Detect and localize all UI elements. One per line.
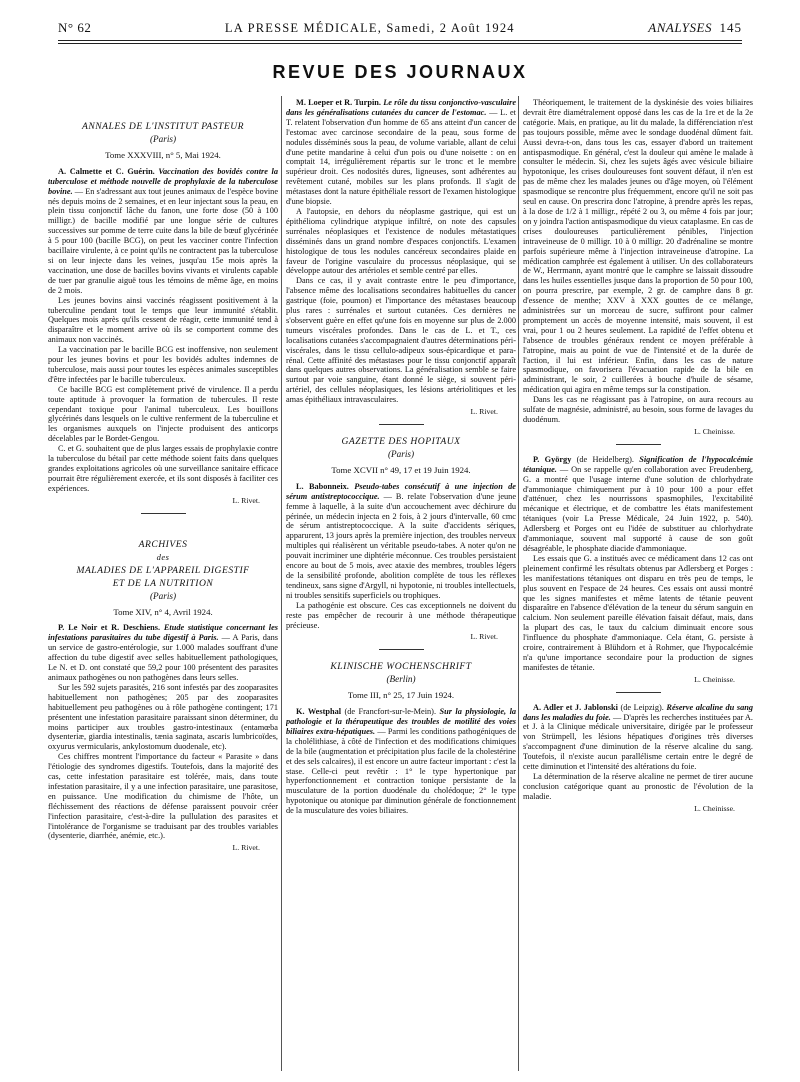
- journal-name: ANNALES DE L'INSTITUT PASTEUR: [82, 121, 244, 132]
- abstract-text: — En s'adressant aux tout jeunes animaux de l'espèce bovine nés depuis moins de 2 semaines, et en leur injectant sous la peau, en plein tissu conjonctif lâche du fanon, une forte dose (50 à 100 milligr.) de bacille modifié par une longue série de cultures successives sur pomme de terre cuite dans la bile de bœuf glycérinée à 5 pour 100 (bacille BCG), on peut les vacciner contre l'infection bacillaire virulente, à ce point qu'ils ne contractent pas la tuberculose si on leur injecte dans les veines, jusqu'au 15e mois après la vaccination, une dose de bacilles bovins vivants et virulents capable de tuer par granulie aiguë tous les témoins de même âge, en moins de 2 mois.: [48, 186, 278, 295]
- section-page: [648, 20, 742, 36]
- journal-issue: Tome XIV, n° 4, Avril 1924.: [113, 606, 213, 617]
- separator: [616, 444, 661, 445]
- abstract-paragraph: Les jeunes bovins ainsi vaccinés réagissent positivement à la tuberculine pendant tout le temps que leur immunité s'établit. Quelques mois après qu'ils cessent de réagir, cette immunité tend à disparaître et le moment arrive où ils se comportent comme des animaux non vaccinés.: [48, 295, 278, 345]
- journal-name: GAZETTE DES HOPITAUX: [341, 436, 461, 447]
- reviewer-signature: L. Cheinisse.: [694, 803, 735, 813]
- abstract-authors: L. Babonneix.: [296, 481, 349, 491]
- abstract-title: Signification de l'hypocalcémie tétanique.: [523, 454, 753, 474]
- abstract-paragraph: Sur les 592 sujets parasités, 216 sont infestés par des zooparasites habituellement non pathogènes; 205 par des zooparasites habituellement peu pathogènes ou à rôle pathogène contingent; 171 présentent une infestation parasitaire paraissant sinon déterminer, du moins participer aux troubles gastro-intestinaux (entamœba dysenteriæ, giardia intestinalis, tænia saginata, ascaris lumbricoïdes, oxyurus vermicularis, ankylostomum duodenale, etc).: [48, 682, 278, 752]
- reviewer-signature: L. Rivet.: [232, 843, 260, 853]
- abstract-authors: A. Calmette et C. Guérin.: [58, 166, 155, 176]
- column-middle: [286, 98, 516, 1078]
- reviewer-signature: L. Cheinisse.: [694, 426, 735, 436]
- abstract-affiliation: (de Francfort-sur-le-Mein).: [344, 707, 437, 717]
- abstract-paragraph: Ce bacille BCG est complètement privé de virulence. Il a perdu toute aptitude à provoquer la formation de tubercules. Il reste cependant toxique pour l'animal tuberculeux. Les bouillons glycérinés dans lesquels on le cultive renferment de la tuberculine et les organismes auxquels on l'injecte produisent des anticorps décelables par le Bordet-Gengou.: [48, 384, 278, 444]
- abstract-text: — D'après les recherches instituées par A. et J. à la Clinique médicale universitaire, dirigée par le professeur von Strümpell, les lésions hépatiques d'origines très diverses s'accompagnent d'une diminution de la réserve alcaline du sang. Toutefois, il n'existe aucun parallélisme certain entre le degré de cette diminution et l'intensité des altérations du foie.: [523, 712, 753, 772]
- abstract-text: — A Paris, dans un service de gastro-entérologie, sur 1.000 malades souffrant d'une affection du tube digestif avec selles habituellement pathologiques, Le N. et D. ont constaté que 59,2 pour 100 présentent des parasites animaux pathogènes ou non pathogènes dans leurs selles.: [48, 633, 278, 682]
- column-right: [523, 98, 753, 1078]
- abstract: [48, 167, 278, 296]
- column-left: [48, 98, 278, 1078]
- abstract-title: Pseudo-tabes consécutif à une injection de sérum antistreptococcique.: [286, 481, 516, 501]
- page-header: [58, 20, 742, 36]
- abstract-paragraph: C. et G. souhaitent que de plus larges essais de prophylaxie contre la tuberculose du bétail par cette méthode soient faits dans quelques grandes exploitations agricoles où une surveillance sanitaire efficace pourrait être régulièrement exercée, et ils sont disposés à faciliter ces expériences.: [48, 444, 278, 493]
- journal-issue: Tome XXXVIII, n° 5, Mai 1924.: [105, 149, 221, 160]
- abstract-text: — On se rappelle qu'en collaboration avec Freudenberg, G. a montré que l'usage interne d'une solution de chlorhydrate d'ammoniaque chimiquement pur à 10 pour 100 a pour effet d'atténuer, chez les nourrissons spasmophiles, l'excitabilité mécanique et électrique, et de combattre les états manifestement tétaniques (voir La Presse Médicale, 24 Juin 1922, p. 540). Adlersberg et Porges ont eu l'idée de substituer au chlorhydrate d'ammoniaque, souvent mal supporté à cause de son goût désagréable, le phosphate diacide d'ammoniaque.: [523, 464, 753, 553]
- reviewer-signature: L. Rivet.: [232, 495, 260, 505]
- journal-location: (Paris): [149, 590, 177, 601]
- abstract: [523, 455, 753, 554]
- section-label: ANALYSES: [648, 20, 712, 35]
- abstract-paragraph: La détermination de la réserve alcaline ne permet de tirer aucune conclusion catégorique quant au pronostic de l'évolution de la maladie.: [523, 772, 753, 801]
- section-title: REVUE DES JOURNAUX: [272, 62, 528, 82]
- publication-line: LA PRESSE MÉDICALE, Samedi, 2 Août 1924: [224, 21, 515, 35]
- separator: [379, 649, 424, 650]
- abstract-affiliation: (de Heidelberg).: [576, 454, 634, 464]
- abstract-paragraph: Les essais que G. a institués avec ce médicament dans 12 cas ont pleinement confirmé les résultats obtenus par Adlersberg et Porges : les manifestations tétaniques ont disparu en très peu de temps, le plus souvent en l'espace de 24 heures. Ces essais ont aussi montré que les signes manifestes et même latents de tétanie peuvent disparaître en l'absence d'élévation de la teneur du sérum sanguin en calcium. Non seulement pareille élévation faisait défaut, mais, dans la plupart des cas, le taux du calcium diminuait encore sous l'influence du phosphate d'ammoniaque. Cela étant, G. persiste à croire, contrairement à Blühdorn et à Rohmer, que l'hypocalcémie n'a qu'une importance secondaire pour la production de signes manifestes de tétanie.: [523, 553, 753, 672]
- abstract-text: — B. relate l'observation d'une jeune femme à laquelle, à la suite d'un accouchement avec déchirure du périnée, un médecin injecta en 2 fois, à 2 jours d'intervalle, 60 cmc de sérum antistreptococcique. A la suite d'accidents sériques, apparurent, 13 jours après la première injection, des troubles nerveux multiples qui réalisèrent un véritable pseudo-tabes. A noter qu'on ne pouvait incriminer une diphtérie méconnue. Ces troubles persistaient encore au bout de 5 mois, avec ataxie des membres, troubles légers de la sensibilité profonde, abolition complète de tous les réflexes tendineux, sans signe d'Argyll, ni hypotonie, ni troubles intellectuels, ni troubles sensitifs superficiels ou trophiques.: [286, 491, 516, 600]
- abstract-title: Etude statistique concernant les infestations parasitaires du tube digestif à Paris.: [48, 623, 278, 643]
- abstract-text: — Parmi les conditions pathogéniques de la cholélithiase, à côté de l'infection et des modifications chimiques de la bile (augmentation et précipitation plus facile de la cholestérine et des sels calcaires), il est encore un autre facteur important : c'est la stase. Celle-ci peut revêtir : 1° le type hypertonique par hyperfonctionnement et contraction tonique persistante de la musculature de la portion duodénale du cholédoque; 2° le type hypotonique ou atonique par diminution générale de fonctionnement de la musculature des voies biliaires.: [286, 726, 516, 816]
- abstract-paragraph: Théoriquement, le traitement de la dyskinésie des voies biliaires devrait être diamétralement opposé dans les cas de la 1re et de la 2e catégorie. Mais, en pratique, au lit du malade, la différenciation n'est pas toujours possible, même avec le sondage duodénal dûment fait. Aussi devra-t-on, dans tous les cas, essayer d'abord un traitement antispasmodique. En général, c'est la douleur qui amène le malade à consulter le médecin. Si, chez les sujets âgés avec vésicule biliaire hypotonique, les crises douloureuses font souvent défaut, il n'en est pas de même chez les malades jeunes ou d'âge moyen, où l'élément spasmodique se rencontre plus fréquemment, encore qu'il ne soit pas seul en cause. On prescrira donc l'atropine, à prendre après les repas, à la dose de 1/2 à 1 milligr., répété 2 ou 3, ou même 4 fois par jour; on y joindra l'action antispasmodique du vieux cataplasme. En cas de crises douloureuses particulièrement pénibles, l'injection intraveineuse de 0 milligr. 10 à 0 milligr. 20 d'adrénaline se montre parfois supérieure même à l'injection intraveineuse d'atropine. La médication camphrée est également à utiliser. Un des collaborateurs de W., Herrmann, ayant montré que le camphre se laissait dissoudre dans les huiles essentielles jusque dans la proportion de 50 pour 100, on pourra prescrire, par exemple, 2 gr. de camphre dans 8 gr. d'essence de menthe; XXV à XXX gouttes de ce mélange, administrées sur un morceau de sucre, suffiront pour calmer promptement un accès de moyenne intensité, mais souvent, il est vrai, pour 1 ou 2 heures seulement. La rapidité de l'effet obtenu et l'absence de troubles généraux rendent ce moyen préférable à l'atropine, mais au point de vue de l'intensité et de la durée de l'action, il lui est inférieur. Enfin, dans les cas de nature spasmodique, on favorisera l'évacuation rapide de la bile en administrant, le soir, 2 cuillerées à bouche d'huile de sésame, médication qui agira en même temps sur la constipation.: [523, 98, 753, 395]
- abstract-authors: A. Adler et J. Jablonski: [533, 702, 618, 712]
- separator: [379, 424, 424, 425]
- abstract-paragraph: Dans ce cas, il y avait contraste entre le peu d'importance, l'absence même des localisations secondaires habituelles du cancer gastrique (foie, poumon) et l'importance des métastases beaucoup plus rares : surrénales et surtout cutanées. Ces dernières ne s'observent guère en effet qu'une fois en moyenne sur plus de 2.000 tumeurs viscérales profondes. Dans le cas de L. et T., ces localisations cutanées s'accompagnaient d'autres déterminations péri-viscérales, dans le tissu cellulo-adipeux sous-épicardique et para-rénal. Cette affinité des métastases pour le tissu conjonctif apparaît dans quelques autres observations. La généralisation semble se faire surtout par voie sanguine, étant donné le siège, si souvent péri-artériel, des cellules néoplasiques, les lésions artériolitiques et les amas épithéliaux intravasculaires.: [286, 276, 516, 405]
- journal-name: des: [156, 551, 170, 562]
- abstract-authors: M. Loeper et R. Turpin.: [296, 98, 381, 107]
- abstract-authors: K. Westphal: [296, 707, 342, 717]
- header-rule-thin: [58, 43, 742, 44]
- column-divider: [518, 96, 519, 1071]
- page-number: 145: [719, 20, 742, 35]
- abstract: [286, 707, 516, 816]
- separator: [616, 692, 661, 693]
- column-divider: [281, 96, 282, 1071]
- abstract-authors: P. Le Noir et R. Deschiens.: [58, 623, 161, 633]
- abstract-text: — L. et T. relatent l'observation d'un homme de 65 ans atteint d'un cancer de l'estomac avec carcinose secondaire de la peau, sous forme de nodules disséminés sous la peau, de volume variable, allant de celui d'une petite mandarine à celui d'un pois ou d'une noisette : on en comptait 14, irrégulièrement répartis sur le tronc et le membre supérieur droit. Ces nodosités dures, ligneuses, sont adhérentes au revêtement cutané, mobiles sur les plans profonds. Il s'agit de métastases dont la nature épithéliale ressort de l'examen histologique d'une biopsie.: [286, 107, 516, 207]
- abstract: [48, 623, 278, 682]
- abstract-paragraph: La vaccination par le bacille BCG est inoffensive, non seulement pour les jeunes bovins et pour les bovidés adultes indemnes de tuberculose, mais aussi pour toutes les espèces animales susceptibles d'être infectées par le bacille tuberculeux.: [48, 345, 278, 384]
- abstract-paragraph: La pathogénie est obscure. Ces cas exceptionnels ne doivent du reste pas empêcher de recourir à une méthode thérapeutique précieuse.: [286, 600, 516, 630]
- issue-number: N° 62: [58, 20, 92, 35]
- abstract-title: Réserve alcaline du sang dans les maladies du foie.: [523, 702, 753, 722]
- abstract-title: Vaccination des bovidés contre la tuberculose et méthode nouvelle de prophylaxie de la tuberculose bovine.: [48, 166, 278, 196]
- journal-location: (Paris): [149, 134, 177, 144]
- abstract-affiliation: (de Leipzig).: [620, 702, 664, 712]
- reviewer-signature: L. Cheinisse.: [694, 674, 735, 684]
- abstract: [286, 482, 516, 601]
- journal-location: (Paris): [387, 449, 415, 459]
- abstract: [523, 703, 753, 772]
- journal-issue: Tome III, n° 25, 17 Juin 1924.: [347, 690, 455, 701]
- abstract-paragraph: A l'autopsie, en dehors du néoplasme gastrique, qui est un épithélioma cylindrique atypique infiltré, on note des capsules surrénales néoplasiques et l'existence de nodules métastatiques disséminés dans un grand nombre d'espaces conjonctifs. L'examen histologique de tous les nodules cancéreux secondaires plaide en faveur de l'origine vasculaire du processus néoplasique, qui se développe autour des artérioles et semble centré par elles.: [286, 206, 516, 276]
- reviewer-signature: L. Rivet.: [470, 407, 498, 417]
- journal-name: ET DE LA NUTRITION: [112, 577, 214, 589]
- journal-name: KLINISCHE WOCHENSCHRIFT: [330, 661, 472, 673]
- journal-name: ARCHIVES: [138, 538, 188, 550]
- abstract-title: Sur la physiologie, la pathologie et la thérapeutique des troubles de motilité des voies biliaires extra-hépatiques.: [286, 707, 516, 736]
- abstract-authors: P. György: [533, 454, 572, 464]
- journal-issue: Tome XCVII n° 49, 17 et 19 Juin 1924.: [331, 464, 471, 475]
- abstract-paragraph: Ces chiffres montrent l'importance du facteur « Parasite » dans l'étiologie des syndromes digestifs. Toutefois, dans la majorité des cas, cette infestation parasitaire est tolérée, mais, dans toute infestation parasitaire, il y a une infection parasitaire, une parasitose, en puissance. Une modification du chimisme de l'hôte, un fléchissement des réactions de défense paraissent pouvoir créer l'infection parasitaire, c'est-à-dire la pullulation des parasites et l'intolérance de l'organisme se traduisant par des troubles variables (dysenterie, diarrhée, anémie, etc.).: [48, 752, 278, 841]
- separator: [141, 513, 186, 514]
- journal-location: (Berlin): [386, 674, 416, 685]
- reviewer-signature: L. Rivet.: [470, 632, 498, 642]
- journal-name: MALADIES DE L'APPAREIL DIGESTIF: [76, 564, 250, 576]
- abstract-title: Le rôle du tissu conjonctivo-vasculaire dans les généralisations cutanées du cancer de l'estomac.: [286, 98, 516, 117]
- header-rule: [58, 40, 742, 41]
- abstract: [286, 98, 516, 207]
- abstract-paragraph: Dans les cas ne réagissant pas à l'atropine, on aura recours au sulfate de magnésie, administré, au besoin, sous forme de lavages du duodénum.: [523, 395, 753, 424]
